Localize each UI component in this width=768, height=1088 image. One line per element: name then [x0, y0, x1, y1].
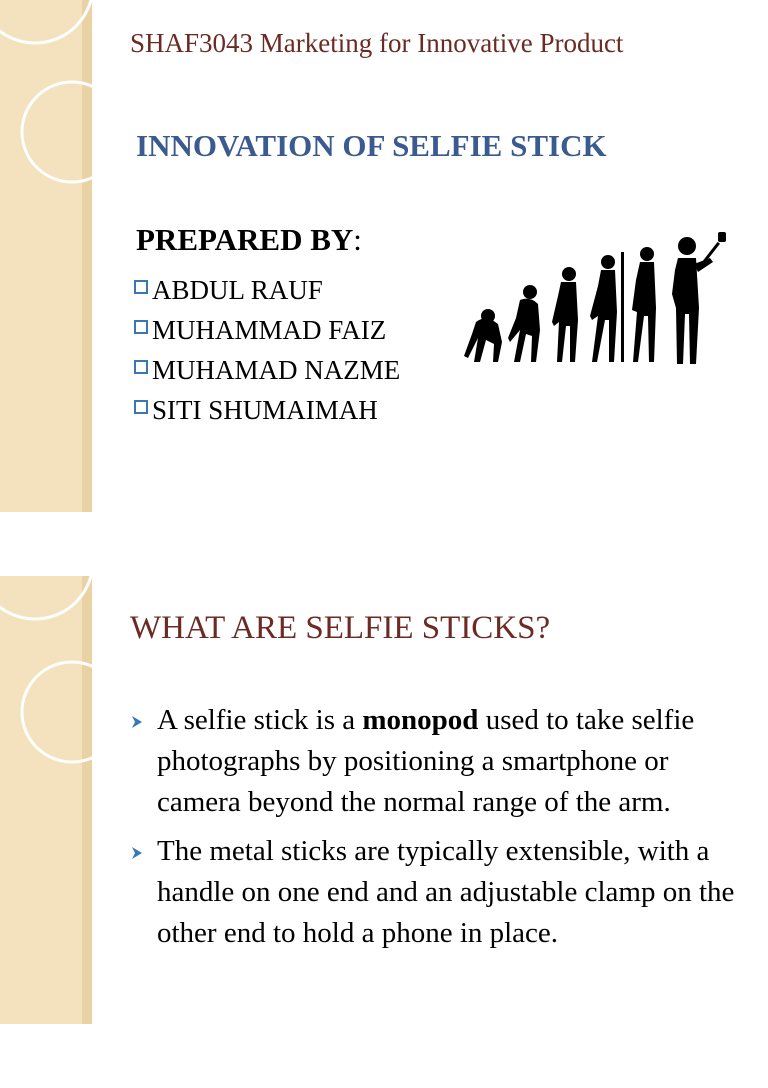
- square-bullet-icon: [134, 400, 148, 414]
- slide-title: INNOVATION OF SELFIE STICK: [136, 128, 607, 163]
- decorative-sidebar: [0, 576, 92, 1088]
- prepared-by-colon: :: [353, 222, 362, 257]
- course-title: SHAF3043 Marketing for Innovative Product: [130, 28, 624, 58]
- slide-gap: [0, 512, 768, 576]
- list-item: [134, 310, 400, 350]
- list-item: [130, 700, 750, 823]
- list-item: [130, 831, 750, 954]
- bullet-list: [130, 700, 750, 962]
- list-item: [134, 270, 400, 310]
- square-bullet-icon: [134, 360, 148, 374]
- bullet-text-post: used to take selfie photographs by positioning a smartphone or camera beyond the normal range of the arm.: [157, 704, 695, 818]
- author-list: [134, 270, 400, 430]
- author-name: MUHAMMAD FAIZ: [152, 314, 387, 345]
- prepared-by-label: PREPARED BY: [136, 222, 354, 257]
- decorative-sidebar: [0, 0, 92, 512]
- human-evolution-selfie-icon: [458, 230, 736, 370]
- prepared-by-heading: [136, 222, 362, 258]
- author-name: MUHAMAD NAZME: [152, 354, 401, 385]
- square-bullet-icon: [134, 320, 148, 334]
- square-bullet-icon: [134, 280, 148, 294]
- bullet-text: The metal sticks are typically extensible, with a handle on one end and an adjustable clamp on the other end to hold a phone in place.: [157, 835, 735, 949]
- list-item: [134, 350, 400, 390]
- bullet-text-pre: A selfie stick is a: [157, 704, 363, 736]
- author-name: SITI SHUMAIMAH: [152, 394, 378, 425]
- list-item: [134, 390, 400, 430]
- slide-1: [0, 0, 768, 512]
- arrow-bullet-icon: [130, 715, 144, 729]
- slide-2: [0, 576, 768, 1088]
- arrow-bullet-icon: [130, 846, 144, 860]
- slide-title: WHAT ARE SELFIE STICKS?: [130, 610, 551, 646]
- bullet-bold-term: monopod: [362, 704, 479, 736]
- author-name: ABDUL RAUF: [152, 274, 323, 305]
